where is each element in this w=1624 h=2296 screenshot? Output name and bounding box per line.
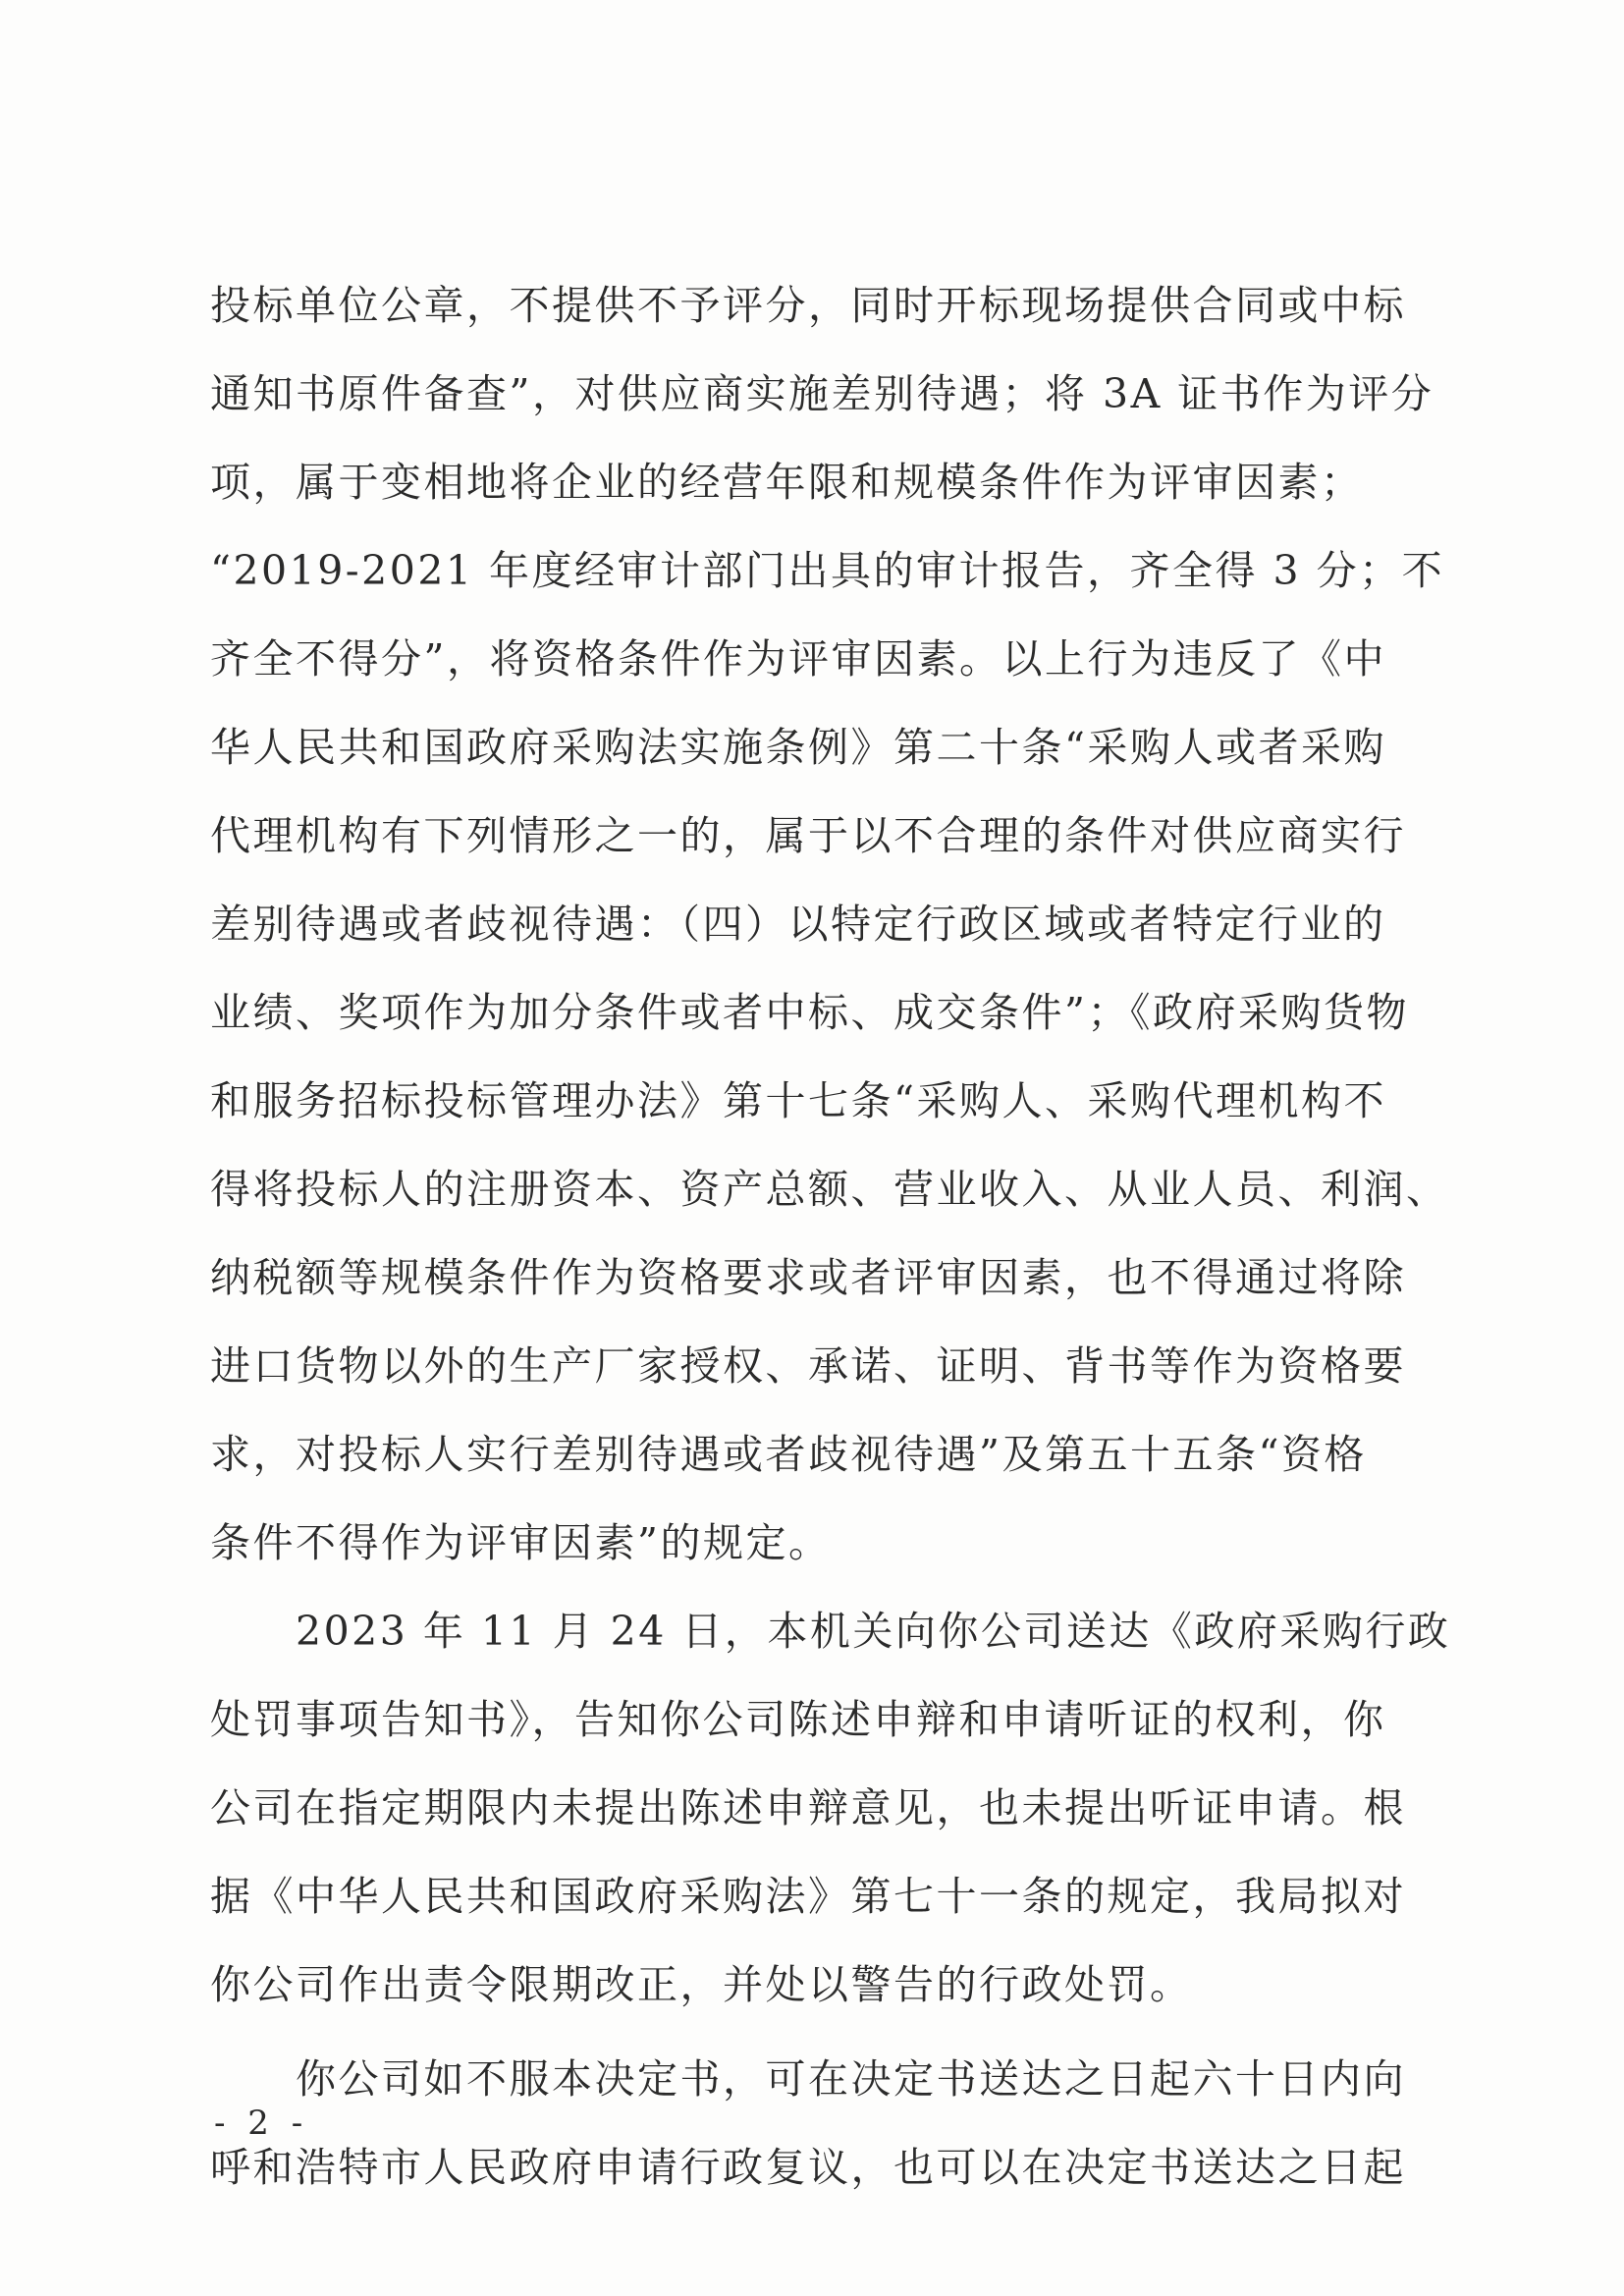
document-body — [210, 261, 1451, 2212]
text-line: 投标单位公章，不提供不予评分，同时开标现场提供合同或中标 — [210, 282, 1406, 329]
text-line: 齐全不得分”，将资格条件作为评审因素。以上行为违反了《中 — [210, 635, 1386, 683]
text-line: 业绩、奖项作为加分条件或者中标、成交条件”；《政府采购货物 — [210, 989, 1409, 1036]
text-line: 你公司作出责令限期改正，并处以警告的行政处罚。 — [210, 1961, 1193, 2008]
paragraph-violation-details — [210, 261, 1449, 1587]
paragraph-notice-served — [210, 1587, 1451, 2029]
text-line: 条件不得作为评审因素”的规定。 — [210, 1519, 832, 1566]
text-line: 纳税额等规模条件作为资格要求或者评审因素，也不得通过将除 — [210, 1254, 1406, 1301]
text-line: 你公司如不服本决定书，可在决定书送达之日起六十日内向 — [210, 2055, 1406, 2103]
text-line: 2023 年 11 月 24 日，本机关向你公司送达《政府采购行政 — [210, 1608, 1451, 1655]
paragraph-appeal-rights — [210, 2035, 1414, 2212]
text-line: 差别待遇或者歧视待遇：（四）以特定行政区域或者特定行业的 — [210, 901, 1386, 948]
text-line: 处罚事项告知书》，告知你公司陈述申辩和申请听证的权利，你 — [210, 1696, 1386, 1743]
text-line: 代理机构有下列情形之一的，属于以不合理的条件对供应商实行 — [210, 812, 1406, 859]
text-line: 公司在指定期限内未提出陈述申辩意见，也未提出听证申请。根 — [210, 1784, 1406, 1831]
text-line: 进口货物以外的生产厂家授权、承诺、证明、背书等作为资格要 — [210, 1342, 1406, 1390]
text-line: 项，属于变相地将企业的经营年限和规模条件作为评审因素； — [210, 459, 1364, 506]
page-number: - 2 - — [214, 2104, 309, 2143]
text-line: “2019-2021 年度经审计部门出具的审计报告，齐全得 3 分；不 — [210, 547, 1445, 594]
text-line: 华人民共和国政府采购法实施条例》第二十条“采购人或者采购 — [210, 724, 1386, 771]
text-line: 通知书原件备查”，对供应商实施差别待遇；将 3A 证书作为评分 — [210, 370, 1435, 417]
text-line: 和服务招标投标管理办法》第十七条“采购人、采购代理机构不 — [210, 1077, 1386, 1124]
text-line: 据《中华人民共和国政府采购法》第七十一条的规定，我局拟对 — [210, 1873, 1406, 1920]
text-line: 呼和浩特市人民政府申请行政复议，也可以在决定书送达之日起 — [210, 2144, 1406, 2191]
text-line: 得将投标人的注册资本、资产总额、营业收入、从业人员、利润、 — [210, 1166, 1449, 1213]
text-line: 求，对投标人实行差别待遇或者歧视待遇”及第五十五条“资格 — [210, 1431, 1367, 1478]
